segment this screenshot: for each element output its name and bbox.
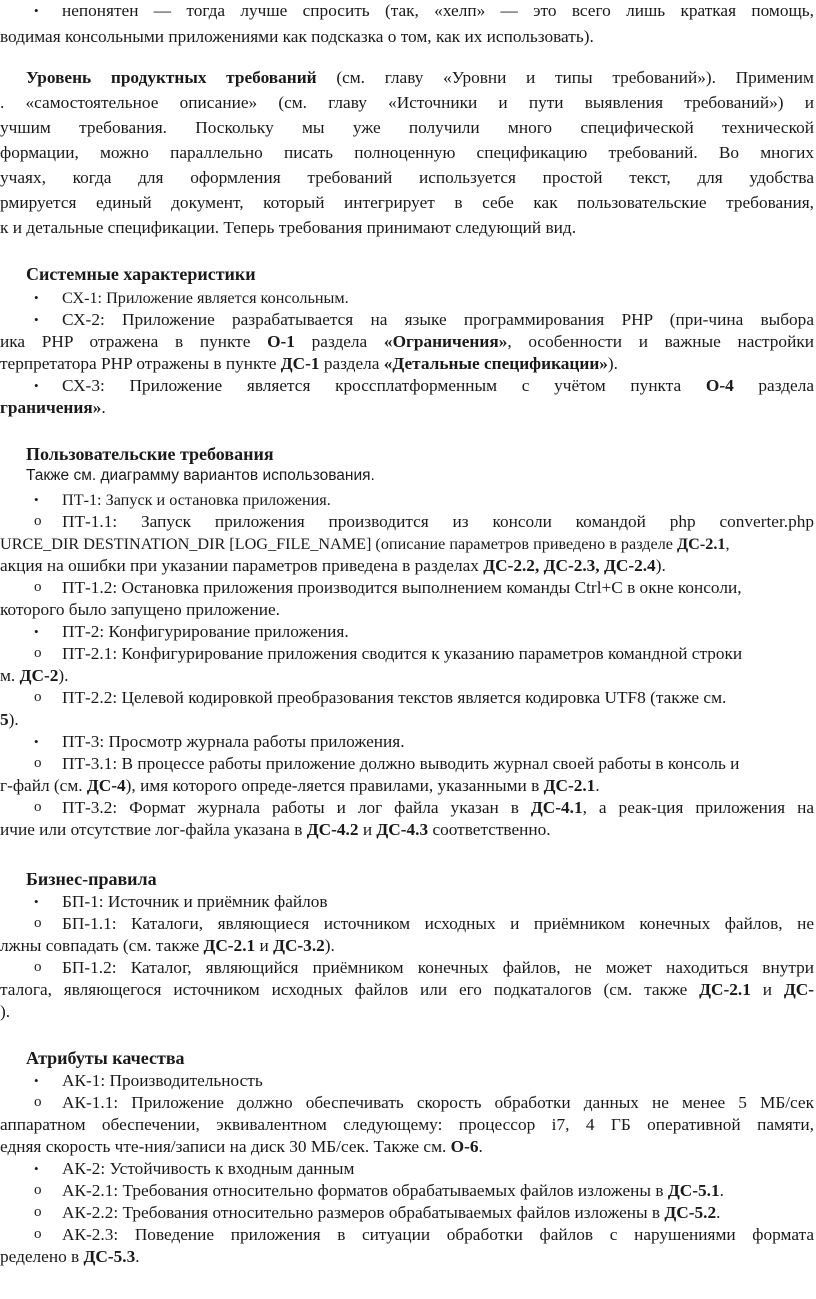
bullet-marker: •	[34, 1161, 39, 1176]
paragraph-title: Уровень продуктных требований	[26, 68, 317, 87]
sub-bullet-marker: o	[34, 579, 42, 595]
list-item: ПТ-3.1: В процессе работы приложение должно выводить журнал своей работы в консоль и	[62, 754, 740, 773]
sub-bullet-marker: o	[34, 1182, 42, 1198]
sub-bullet-marker: o	[34, 513, 42, 529]
bullet-marker: •	[34, 894, 39, 909]
sub-bullet-marker: o	[34, 1094, 42, 1110]
list-item: ПТ-1.2: Остановка приложения производится выполнением команды Ctrl+C в окне консоли,	[62, 578, 742, 597]
list-item-line: талога, являющегося источником исходных файлов или его подкаталогов (см. также ДС-2.1 и ДС-	[0, 980, 814, 999]
list-item: СХ-3: Приложение является кроссплатформенным с учётом пункта О-4 раздела	[62, 376, 815, 395]
bullet-marker: •	[34, 312, 39, 327]
sub-bullet-marker: o	[34, 799, 42, 815]
list-item: АК-1.1: Приложение должно обеспечивать скорость обработки данных не менее 5 МБ/сек	[62, 1093, 814, 1112]
bullet-marker: •	[34, 3, 39, 18]
list-item-line: ичие или отсутствие лог-файла указана в ДС-4.2 и ДС-4.3 соответственно.	[0, 820, 551, 839]
list-item-line: URCE_DIR DESTINATION_DIR [LOG_FILE_NAME] (описание параметров приведено в разделе ДС-2.1,	[0, 535, 730, 553]
bullet-marker: •	[34, 378, 39, 393]
section-note: Также см. диаграмму вариантов использования.	[26, 467, 375, 484]
list-item: АК-2: Устойчивость к входным данным	[62, 1159, 355, 1178]
section-heading: Бизнес-правила	[26, 869, 157, 889]
paragraph-line: Уровень продуктных требований (см. главу «Уровни и типы требований»). Применим	[26, 68, 814, 87]
list-item-line: аппаратном обеспечении, эквивалентном следующему: процессор i7, 4 ГБ оперативной памяти,	[0, 1115, 814, 1134]
list-item-line: 5).	[0, 710, 19, 729]
section-heading: Пользовательские требования	[26, 444, 274, 464]
list-item-line: г-файл (см. ДС-4), имя которого опреде-ляется правилами, указанными в ДС-2.1.	[0, 776, 600, 795]
list-item-line: которого было запущено приложение.	[0, 600, 280, 619]
bullet-marker: •	[34, 624, 39, 639]
sub-bullet-marker: o	[34, 915, 42, 931]
section-heading: Системные характеристики	[26, 264, 256, 284]
list-item-line: ределено в ДС-5.3.	[0, 1247, 140, 1266]
list-item-line: ика PHP отражена в пункте О-1 раздела «Ограничения», особенности и важные настройки	[0, 332, 814, 351]
paragraph-line: учаях, когда для оформления требований используется простой текст, для удобства	[0, 168, 814, 187]
list-item: АК-2.1: Требования относительно форматов обрабатываемых файлов изложены в ДС-5.1.	[62, 1181, 724, 1200]
list-item: ПТ-3: Просмотр журнала работы приложения.	[62, 732, 405, 751]
list-item: БП-1.1: Каталоги, являющиеся источником исходных и приёмником конечных файлов, не	[62, 914, 814, 933]
paragraph-line: рмируется единый документ, который интегрирует в себе как пользовательские требования,	[0, 193, 814, 212]
list-item-line: ).	[0, 1002, 11, 1021]
section-heading: Атрибуты качества	[26, 1048, 185, 1068]
list-item: АК-2.3: Поведение приложения в ситуации обработки файлов с нарушениями формата	[62, 1225, 814, 1244]
text-line: непонятен — тогда лучше спросить (так, «хелп» — это всего лишь краткая помощь,	[62, 1, 814, 20]
bullet-marker: •	[34, 290, 39, 305]
list-item-line: лжны совпадать (см. также ДС-2.1 и ДС-3.2).	[0, 936, 335, 955]
sub-bullet-marker: o	[34, 1204, 42, 1220]
text-line: водимая консольными приложениями как подсказка о том, как их использовать).	[0, 27, 594, 46]
list-item: БП-1.2: Каталог, являющийся приёмником конечных файлов, не может находиться внутри	[62, 958, 814, 977]
list-item: ПТ-1: Запуск и остановка приложения.	[62, 491, 331, 509]
list-item: ПТ-2: Конфигурирование приложения.	[62, 622, 349, 641]
paragraph-line: . «самостоятельное описание» (см. главу «Источники и пути выявления требований») и	[0, 93, 814, 112]
sub-bullet-marker: o	[34, 959, 42, 975]
paragraph-line: к и детальные спецификации. Теперь требования принимают следующий вид.	[0, 218, 577, 237]
list-item: ПТ-2.2: Целевой кодировкой преобразования текстов является кодировка UTF8 (также см.	[62, 688, 727, 707]
list-item-line: терпретатора PHP отражены в пункте ДС-1 раздела «Детальные спецификации»).	[0, 354, 618, 373]
list-item: АК-2.2: Требования относительно размеров обрабатываемых файлов изложены в ДС-5.2.	[62, 1203, 721, 1222]
sub-bullet-marker: o	[34, 645, 42, 661]
list-item-line: граничения».	[0, 398, 106, 417]
list-item: СХ-1: Приложение является консольным.	[62, 289, 349, 307]
sub-bullet-marker: o	[34, 755, 42, 771]
list-item-line: едняя скорость чте-ния/записи на диск 30 МБ/сек. Также см. О-6.	[0, 1137, 483, 1156]
bullet-marker: •	[34, 1073, 39, 1088]
list-item: ПТ-1.1: Запуск приложения производится из консоли командой php converter.php	[62, 512, 814, 531]
bullet-marker: •	[34, 734, 39, 749]
paragraph-line: формации, можно параллельно писать полноценную спецификацию требований. Во многих	[0, 143, 814, 162]
list-item: БП-1: Источник и приёмник файлов	[62, 892, 328, 911]
list-item-line: акция на ошибки при указании параметров приведена в разделах ДС-2.2, ДС-2.3, ДС-2.4).	[0, 556, 666, 575]
list-item: ПТ-3.2: Формат журнала работы и лог файла указан в ДС-4.1, а реак-ция приложения на	[62, 798, 815, 817]
list-item-line: м. ДС-2).	[0, 666, 69, 685]
list-item: АК-1: Производительность	[62, 1071, 263, 1090]
list-item: ПТ-2.1: Конфигурирование приложения сводится к указанию параметров командной строки	[62, 644, 743, 663]
list-item: СХ-2: Приложение разрабатывается на языке программирования PHP (при-чина выбора	[62, 310, 814, 329]
sub-bullet-marker: o	[34, 1226, 42, 1242]
paragraph-line: учшим требования. Поскольку мы уже получили много специфической технической	[0, 118, 814, 137]
sub-bullet-marker: o	[34, 689, 42, 705]
bullet-marker: •	[34, 492, 39, 507]
